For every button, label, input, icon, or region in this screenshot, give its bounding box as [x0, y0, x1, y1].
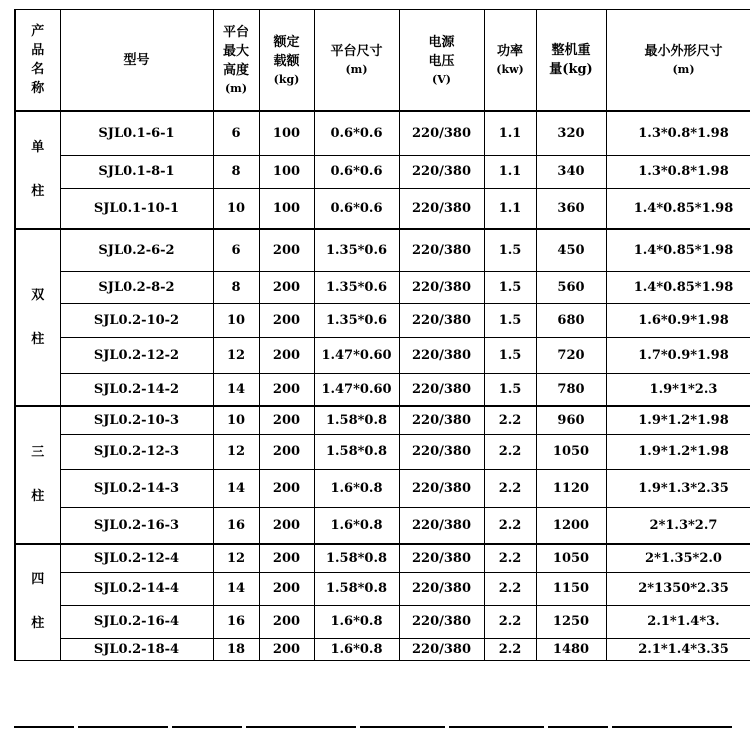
cell-max-height: 10 — [213, 188, 259, 229]
group-label-char: 三 — [31, 445, 45, 460]
cell-weight: 450 — [536, 229, 606, 271]
header-power: 功率 (kw) — [484, 10, 536, 112]
cell-voltage: 220/380 — [399, 155, 484, 188]
cell-max-height: 16 — [213, 605, 259, 638]
cell-power: 1.1 — [484, 155, 536, 188]
cell-voltage: 220/380 — [399, 469, 484, 507]
cell-platform-size: 1.47*0.60 — [314, 337, 399, 373]
cell-platform-size: 0.6*0.6 — [314, 155, 399, 188]
cell-power: 2.2 — [484, 434, 536, 469]
cell-weight: 1200 — [536, 507, 606, 544]
cell-load: 200 — [259, 303, 314, 337]
table-body — [15, 111, 750, 660]
cell-power: 2.2 — [484, 544, 536, 572]
cell-min-size: 2*1.35*2.0 — [606, 544, 750, 572]
cell-min-size: 1.9*1*2.3 — [606, 373, 750, 406]
cell-weight: 680 — [536, 303, 606, 337]
cell-load: 200 — [259, 507, 314, 544]
table-row — [15, 572, 750, 605]
header-max-height: 平台 最大 高度 (m) — [213, 10, 259, 112]
cell-min-size: 1.3*0.8*1.98 — [606, 111, 750, 155]
cell-max-height: 10 — [213, 303, 259, 337]
cell-model: SJL0.2-8-2 — [60, 271, 213, 303]
cell-platform-size: 1.58*0.8 — [314, 544, 399, 572]
cell-weight: 1250 — [536, 605, 606, 638]
cell-min-size: 1.9*1.2*1.98 — [606, 434, 750, 469]
cell-weight: 960 — [536, 406, 606, 434]
cell-min-size: 1.9*1.2*1.98 — [606, 406, 750, 434]
group-label-char: 四 — [31, 572, 45, 588]
cell-min-size: 1.9*1.3*2.35 — [606, 469, 750, 507]
cell-min-size: 1.6*0.9*1.98 — [606, 303, 750, 337]
cell-min-size: 1.7*0.9*1.98 — [606, 337, 750, 373]
cell-model: SJL0.2-16-3 — [60, 507, 213, 544]
table-row — [15, 155, 750, 188]
cell-voltage: 220/380 — [399, 605, 484, 638]
cell-voltage: 220/380 — [399, 638, 484, 660]
cell-power: 2.2 — [484, 638, 536, 660]
cell-platform-size: 1.35*0.6 — [314, 303, 399, 337]
group-label-char: 单 — [31, 140, 45, 155]
cell-platform-size: 1.6*0.8 — [314, 605, 399, 638]
cell-weight: 320 — [536, 111, 606, 155]
cell-weight: 780 — [536, 373, 606, 406]
cell-model: SJL0.1-6-1 — [60, 111, 213, 155]
cell-max-height: 8 — [213, 155, 259, 188]
cell-voltage: 220/380 — [399, 271, 484, 303]
cell-voltage: 220/380 — [399, 337, 484, 373]
cell-power: 1.5 — [484, 303, 536, 337]
spec-table — [14, 9, 750, 661]
footer-dashed-line — [14, 726, 750, 731]
header-model: 型号 — [60, 10, 213, 112]
cell-min-size: 2.1*1.4*3.35 — [606, 638, 750, 660]
cell-weight: 340 — [536, 155, 606, 188]
cell-weight: 1120 — [536, 469, 606, 507]
cell-model: SJL0.2-16-4 — [60, 605, 213, 638]
group-label-char: 双 — [31, 287, 45, 303]
cell-voltage: 220/380 — [399, 406, 484, 434]
cell-voltage: 220/380 — [399, 229, 484, 271]
cell-max-height: 14 — [213, 373, 259, 406]
cell-min-size: 1.3*0.8*1.98 — [606, 155, 750, 188]
group-label-char: 柱 — [31, 184, 45, 199]
table-row — [15, 638, 750, 660]
cell-model: SJL0.1-10-1 — [60, 188, 213, 229]
cell-platform-size: 1.6*0.8 — [314, 469, 399, 507]
cell-min-size: 2.1*1.4*3. — [606, 605, 750, 638]
cell-load: 200 — [259, 229, 314, 271]
cell-model: SJL0.1-8-1 — [60, 155, 213, 188]
cell-power: 2.2 — [484, 507, 536, 544]
cell-model: SJL0.2-18-4 — [60, 638, 213, 660]
cell-platform-size: 1.47*0.60 — [314, 373, 399, 406]
cell-platform-size: 1.58*0.8 — [314, 572, 399, 605]
cell-load: 200 — [259, 406, 314, 434]
cell-load: 200 — [259, 572, 314, 605]
cell-load: 200 — [259, 544, 314, 572]
cell-platform-size: 1.58*0.8 — [314, 434, 399, 469]
cell-voltage: 220/380 — [399, 507, 484, 544]
header-voltage: 电源 电压 (V) — [399, 10, 484, 112]
cell-platform-size: 1.35*0.6 — [314, 229, 399, 271]
cell-model: SJL0.2-12-2 — [60, 337, 213, 373]
group-label-char: 柱 — [31, 489, 45, 504]
cell-voltage: 220/380 — [399, 434, 484, 469]
table-row — [15, 544, 750, 572]
cell-weight: 1050 — [536, 434, 606, 469]
cell-load: 200 — [259, 469, 314, 507]
cell-load: 200 — [259, 638, 314, 660]
table-row — [15, 434, 750, 469]
cell-weight: 720 — [536, 337, 606, 373]
cell-load: 200 — [259, 337, 314, 373]
group-label — [15, 229, 60, 406]
cell-model: SJL0.2-10-3 — [60, 406, 213, 434]
table-row — [15, 605, 750, 638]
group-label — [15, 111, 60, 229]
cell-platform-size: 0.6*0.6 — [314, 188, 399, 229]
cell-load: 200 — [259, 434, 314, 469]
cell-load: 100 — [259, 111, 314, 155]
cell-load: 200 — [259, 271, 314, 303]
cell-max-height: 12 — [213, 337, 259, 373]
cell-load: 200 — [259, 605, 314, 638]
cell-power: 2.2 — [484, 469, 536, 507]
cell-voltage: 220/380 — [399, 303, 484, 337]
cell-weight: 560 — [536, 271, 606, 303]
cell-weight: 1480 — [536, 638, 606, 660]
cell-model: SJL0.2-14-2 — [60, 373, 213, 406]
cell-weight: 1050 — [536, 544, 606, 572]
cell-power: 1.1 — [484, 188, 536, 229]
table-row — [15, 406, 750, 434]
group-label-char: 柱 — [31, 616, 45, 632]
cell-weight: 360 — [536, 188, 606, 229]
cell-model: SJL0.2-12-3 — [60, 434, 213, 469]
cell-load: 100 — [259, 188, 314, 229]
cell-max-height: 12 — [213, 434, 259, 469]
cell-weight: 1150 — [536, 572, 606, 605]
cell-platform-size: 1.58*0.8 — [314, 406, 399, 434]
header-min-size: 最小外形尺寸 (m) — [606, 10, 750, 112]
cell-voltage: 220/380 — [399, 373, 484, 406]
header-platform-size: 平台尺寸 (m) — [314, 10, 399, 112]
cell-platform-size: 1.6*0.8 — [314, 507, 399, 544]
cell-voltage: 220/380 — [399, 111, 484, 155]
table-row — [15, 507, 750, 544]
header-weight: 整机重 量(kg) — [536, 10, 606, 112]
table-row — [15, 337, 750, 373]
cell-max-height: 18 — [213, 638, 259, 660]
cell-max-height: 8 — [213, 271, 259, 303]
cell-model: SJL0.2-10-2 — [60, 303, 213, 337]
cell-load: 200 — [259, 373, 314, 406]
header-load: 额定 载额 (kg) — [259, 10, 314, 112]
cell-min-size: 2*1350*2.35 — [606, 572, 750, 605]
cell-voltage: 220/380 — [399, 572, 484, 605]
table-row — [15, 373, 750, 406]
cell-max-height: 12 — [213, 544, 259, 572]
cell-power: 2.2 — [484, 605, 536, 638]
group-label-char: 柱 — [31, 331, 45, 347]
cell-max-height: 14 — [213, 572, 259, 605]
cell-model: SJL0.2-6-2 — [60, 229, 213, 271]
table-row — [15, 303, 750, 337]
cell-platform-size: 1.6*0.8 — [314, 638, 399, 660]
table-row — [15, 469, 750, 507]
cell-min-size: 2*1.3*2.7 — [606, 507, 750, 544]
group-label — [15, 406, 60, 544]
header-category: 产 品 名 称 — [15, 10, 60, 112]
table-row — [15, 229, 750, 271]
cell-max-height: 16 — [213, 507, 259, 544]
cell-max-height: 14 — [213, 469, 259, 507]
cell-model: SJL0.2-14-4 — [60, 572, 213, 605]
cell-power: 2.2 — [484, 406, 536, 434]
cell-power: 1.5 — [484, 229, 536, 271]
cell-power: 1.5 — [484, 271, 536, 303]
cell-power: 2.2 — [484, 572, 536, 605]
cell-max-height: 6 — [213, 111, 259, 155]
cell-min-size: 1.4*0.85*1.98 — [606, 229, 750, 271]
cell-power: 1.1 — [484, 111, 536, 155]
cell-power: 1.5 — [484, 373, 536, 406]
table-row — [15, 188, 750, 229]
cell-min-size: 1.4*0.85*1.98 — [606, 188, 750, 229]
cell-power: 1.5 — [484, 337, 536, 373]
cell-platform-size: 0.6*0.6 — [314, 111, 399, 155]
cell-platform-size: 1.35*0.6 — [314, 271, 399, 303]
group-label — [15, 544, 60, 660]
cell-load: 100 — [259, 155, 314, 188]
cell-max-height: 6 — [213, 229, 259, 271]
cell-min-size: 1.4*0.85*1.98 — [606, 271, 750, 303]
cell-voltage: 220/380 — [399, 188, 484, 229]
cell-voltage: 220/380 — [399, 544, 484, 572]
header-row — [15, 10, 750, 112]
table-row — [15, 111, 750, 155]
cell-max-height: 10 — [213, 406, 259, 434]
cell-model: SJL0.2-12-4 — [60, 544, 213, 572]
table-row — [15, 271, 750, 303]
cell-model: SJL0.2-14-3 — [60, 469, 213, 507]
